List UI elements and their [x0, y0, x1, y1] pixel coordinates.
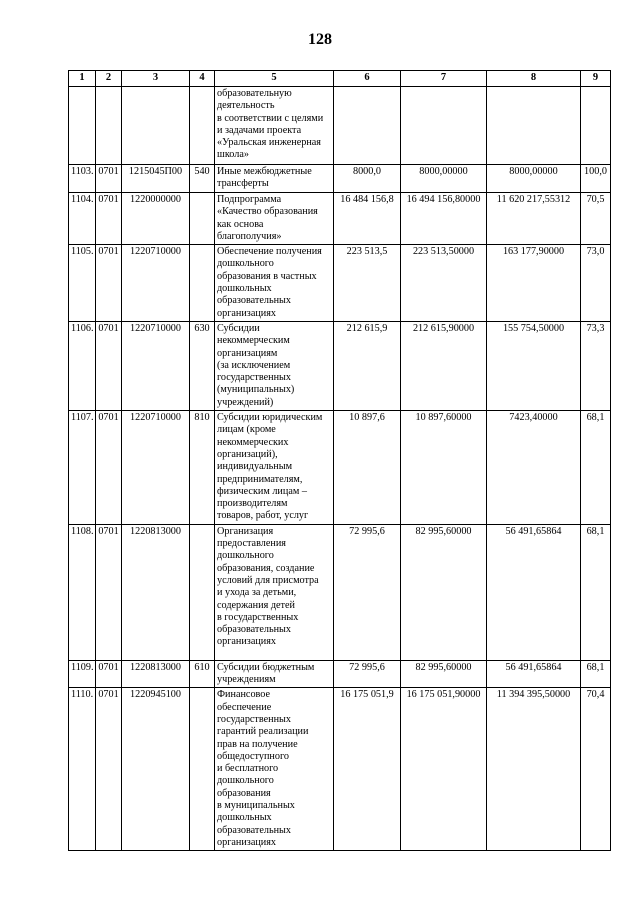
target-item-code-cell: 1215045П00	[122, 165, 190, 193]
approved-amount-cell	[334, 87, 401, 165]
item-name-line: образования, создание	[217, 562, 315, 574]
item-name-line: трансферты	[217, 178, 269, 190]
item-name-line: государственных	[217, 372, 291, 384]
item-name-line: общедоступного	[217, 750, 289, 762]
item-name-line: Иные межбюджетные	[217, 166, 312, 177]
item-name-line: организаций),	[217, 448, 278, 460]
approved-amount-cell: 212 615,9	[334, 321, 401, 410]
item-name-line: деятельность	[217, 100, 275, 112]
section-code-cell: 0701	[96, 411, 122, 525]
item-name-line: образовательных	[217, 624, 291, 636]
row-number-cell: 1109.	[69, 660, 96, 688]
execution-percent-cell: 73,0	[581, 245, 611, 322]
budget-allocation-cell: 212 615,90000	[401, 321, 487, 410]
item-name-line: образования в частных	[217, 270, 317, 282]
executed-amount-cell: 56 491,65864	[487, 660, 581, 688]
section-code-cell: 0701	[96, 321, 122, 410]
column-header: 8	[487, 71, 581, 87]
item-name-line: производителям	[217, 498, 288, 510]
item-name-line: школа»	[217, 149, 249, 161]
budget-allocation-cell: 82 995,60000	[401, 660, 487, 688]
table-row	[69, 660, 611, 688]
execution-percent-cell: 70,4	[581, 688, 611, 851]
approved-amount-cell: 10 897,6	[334, 411, 401, 525]
budget-allocation-cell: 10 897,60000	[401, 411, 487, 525]
budget-allocation-cell	[401, 87, 487, 165]
item-name-line: и задачами проекта	[217, 124, 302, 136]
section-code-cell: 0701	[96, 524, 122, 660]
section-code-cell: 0701	[96, 193, 122, 245]
item-name-line: дошкольных	[217, 812, 272, 824]
table-row	[69, 524, 611, 660]
item-name-line: содержания детей	[217, 599, 295, 611]
item-name-line: «Качество образования	[217, 206, 318, 218]
item-name-line: (муниципальных)	[217, 384, 295, 396]
table-row	[69, 321, 611, 410]
executed-amount-cell	[487, 87, 581, 165]
item-name-cell	[215, 524, 334, 660]
section-code-cell: 0701	[96, 245, 122, 322]
item-name-line: благополучия»	[217, 230, 282, 242]
row-number-cell: 1104.	[69, 193, 96, 245]
item-name-cell	[215, 321, 334, 410]
budget-allocation-cell: 16 175 051,90000	[401, 688, 487, 851]
column-header: 3	[122, 71, 190, 87]
column-header: 4	[190, 71, 215, 87]
executed-amount-cell: 11 620 217,55312	[487, 193, 581, 245]
item-name-line: и бесплатного	[217, 763, 279, 775]
table-row	[69, 688, 611, 851]
target-item-code-cell: 1220813000	[122, 660, 190, 688]
item-name-line: организациях	[217, 636, 277, 648]
approved-amount-cell: 223 513,5	[334, 245, 401, 322]
section-code-cell: 0701	[96, 688, 122, 851]
budget-allocation-cell: 82 995,60000	[401, 524, 487, 660]
item-name-line: предпринимателям,	[217, 473, 303, 485]
item-name-line: дошкольного	[217, 775, 274, 787]
item-name-line: в муниципальных	[217, 799, 295, 811]
item-name-line: учреждений)	[217, 396, 274, 408]
item-name-line: обеспечение	[217, 701, 272, 713]
approved-amount-cell: 16 484 156,8	[334, 193, 401, 245]
item-name-line: Субсидии юридическим	[217, 412, 323, 424]
item-name-cell	[215, 688, 334, 851]
column-header: 2	[96, 71, 122, 87]
row-number-cell: 1106.	[69, 321, 96, 410]
budget-table	[68, 70, 611, 851]
item-name-line: образовательных	[217, 824, 291, 836]
row-number-cell: 1103.	[69, 165, 96, 193]
item-name-line: организациях	[217, 307, 277, 319]
column-header: 1	[69, 71, 96, 87]
item-name-line: лицам (кроме	[217, 424, 276, 436]
item-name-line: физическим лицам –	[217, 485, 307, 497]
column-header: 6	[334, 71, 401, 87]
item-name-line: государственных	[217, 713, 291, 725]
execution-percent-cell: 68,1	[581, 524, 611, 660]
item-name-line: образования	[217, 787, 271, 799]
item-name-line: Обеспечение получения	[217, 246, 322, 258]
expense-type-cell: 810	[190, 411, 215, 525]
target-item-code-cell	[122, 87, 190, 165]
item-name-line: образовательных	[217, 295, 291, 307]
item-name-line: (за исключением	[217, 359, 291, 371]
approved-amount-cell: 8000,0	[334, 165, 401, 193]
executed-amount-cell: 155 754,50000	[487, 321, 581, 410]
target-item-code-cell: 1220000000	[122, 193, 190, 245]
table-row	[69, 411, 611, 525]
expense-type-cell: 540	[190, 165, 215, 193]
item-name-line: индивидуальным	[217, 461, 293, 473]
item-name-line: в государственных	[217, 611, 299, 623]
item-name-line: некоммерческих	[217, 436, 289, 448]
execution-percent-cell: 100,0	[581, 165, 611, 193]
item-name-cell	[215, 165, 334, 193]
item-name-line: в соответствии с целями	[217, 112, 324, 124]
section-code-cell	[96, 87, 122, 165]
table-row	[69, 87, 611, 165]
item-name-line: как основа	[217, 218, 264, 230]
column-header: 9	[581, 71, 611, 87]
item-name-line: некоммерческим	[217, 335, 290, 347]
row-number-cell: 1110.	[69, 688, 96, 851]
item-name-line: организациях	[217, 836, 277, 848]
section-code-cell: 0701	[96, 165, 122, 193]
execution-percent-cell	[581, 87, 611, 165]
item-name-cell	[215, 245, 334, 322]
budget-allocation-cell: 223 513,50000	[401, 245, 487, 322]
executed-amount-cell: 163 177,90000	[487, 245, 581, 322]
target-item-code-cell: 1220945100	[122, 688, 190, 851]
item-name-cell	[215, 660, 334, 688]
item-name-line: «Уральская инженерная	[217, 137, 321, 149]
item-name-line: образовательную	[217, 88, 292, 99]
item-name-cell	[215, 411, 334, 525]
item-name-line: товаров, работ, услуг	[217, 510, 309, 522]
row-number-cell: 1105.	[69, 245, 96, 322]
expense-type-cell: 610	[190, 660, 215, 688]
approved-amount-cell: 16 175 051,9	[334, 688, 401, 851]
target-item-code-cell: 1220813000	[122, 524, 190, 660]
item-name-line: Субсидии	[217, 322, 260, 334]
expense-type-cell	[190, 87, 215, 165]
item-name-line: прав на получение	[217, 738, 298, 750]
item-name-line: гарантий реализации	[217, 726, 309, 738]
item-name-line: Финансовое	[217, 689, 271, 701]
executed-amount-cell: 11 394 395,50000	[487, 688, 581, 851]
executed-amount-cell: 8000,00000	[487, 165, 581, 193]
item-name-line: организациям	[217, 347, 278, 359]
page-number: 128	[308, 31, 332, 48]
approved-amount-cell: 72 995,6	[334, 660, 401, 688]
expense-type-cell: 630	[190, 321, 215, 410]
row-number-cell: 1107.	[69, 411, 96, 525]
column-header: 5	[215, 71, 334, 87]
execution-percent-cell: 73,3	[581, 321, 611, 410]
execution-percent-cell: 70,5	[581, 193, 611, 245]
item-name-line: Субсидии бюджетным	[217, 661, 315, 673]
expense-type-cell	[190, 245, 215, 322]
executed-amount-cell: 7423,40000	[487, 411, 581, 525]
table-row	[69, 193, 611, 245]
item-name-line: предоставления	[217, 538, 286, 550]
section-code-cell: 0701	[96, 660, 122, 688]
column-header: 7	[401, 71, 487, 87]
item-name-line: условий для присмотра	[217, 574, 319, 586]
item-name-cell	[215, 193, 334, 245]
item-name-line: учреждениям	[217, 674, 276, 686]
item-name-cell	[215, 87, 334, 165]
executed-amount-cell: 56 491,65864	[487, 524, 581, 660]
approved-amount-cell: 72 995,6	[334, 524, 401, 660]
table-row	[69, 245, 611, 322]
item-name-line: Подпрограмма	[217, 194, 282, 205]
budget-allocation-cell: 16 494 156,80000	[401, 193, 487, 245]
target-item-code-cell: 1220710000	[122, 411, 190, 525]
table-row	[69, 165, 611, 193]
row-number-cell: 1108.	[69, 524, 96, 660]
target-item-code-cell: 1220710000	[122, 321, 190, 410]
row-number-cell	[69, 87, 96, 165]
item-name-line: и ухода за детьми,	[217, 587, 297, 599]
expense-type-cell	[190, 193, 215, 245]
item-name-line: Организация	[217, 525, 274, 537]
item-name-line: дошкольного	[217, 258, 274, 270]
target-item-code-cell: 1220710000	[122, 245, 190, 322]
expense-type-cell	[190, 688, 215, 851]
header-row	[69, 71, 611, 87]
item-name-line: дошкольных	[217, 283, 272, 295]
execution-percent-cell: 68,1	[581, 411, 611, 525]
item-name-line: дошкольного	[217, 550, 274, 562]
budget-allocation-cell: 8000,00000	[401, 165, 487, 193]
execution-percent-cell: 68,1	[581, 660, 611, 688]
expense-type-cell	[190, 524, 215, 660]
